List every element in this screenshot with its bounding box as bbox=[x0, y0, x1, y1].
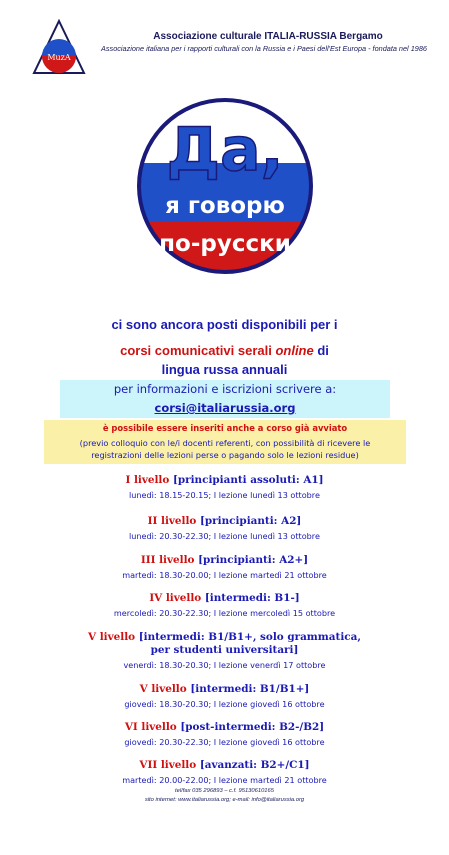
course-desc: [intermedi: B1/B1+] bbox=[190, 683, 310, 695]
course-level: VII livello bbox=[139, 759, 197, 771]
emblem-line1: Да, bbox=[166, 115, 284, 185]
course-level: V livello bbox=[88, 631, 136, 643]
course-level: II livello bbox=[147, 515, 197, 527]
intro-line2 bbox=[0, 343, 449, 358]
contact-info: per informazioni e iscrizioni scrivere a: bbox=[113, 382, 337, 396]
org-name: Associazione culturale ITALIA-RUSSIA Bergamo bbox=[153, 31, 383, 42]
logo-text: MuzA bbox=[47, 53, 71, 62]
course-schedule: lunedì: 18.15-20.15; I lezione lunedì 13 ottobre bbox=[129, 490, 320, 500]
course-item bbox=[0, 592, 449, 619]
course-level: VI livello bbox=[124, 721, 177, 733]
course-item bbox=[0, 554, 449, 581]
notice-title: è possibile essere inseriti anche a corso già avviato bbox=[102, 423, 348, 433]
intro-line2-post: di bbox=[313, 343, 329, 358]
course-item bbox=[0, 759, 449, 786]
intro-line3: lingua russa annuali bbox=[161, 362, 288, 377]
notice-text bbox=[44, 437, 406, 461]
notice-text-line1: (previo colloquio con le/i docenti referenti, con possibilità di ricevere le bbox=[79, 438, 371, 448]
course-schedule: giovedì: 18.30-20.30; I lezione giovedì 16 ottobre bbox=[124, 699, 325, 709]
course-schedule: martedì: 18.30-20.00; I lezione martedì 21 ottobre bbox=[122, 570, 327, 580]
course-desc: [intermedi: B1/B1+, solo grammatica, bbox=[138, 631, 361, 643]
emblem-line2: я говорю bbox=[165, 193, 285, 219]
course-desc: [principianti assoluti: A1] bbox=[172, 474, 324, 486]
notice-text-line2: registrazioni delle lezioni perse o pagando solo le lezioni residue) bbox=[91, 450, 359, 460]
course-level: V livello bbox=[139, 683, 187, 695]
course-desc2: per studenti universitari] bbox=[150, 644, 299, 656]
intro-line1: ci sono ancora posti disponibili per i bbox=[111, 317, 338, 332]
intro-line2-pre: corsi comunicativi serali bbox=[120, 343, 276, 358]
course-desc: [principianti: A2+] bbox=[198, 554, 309, 566]
course-level: IV livello bbox=[149, 592, 202, 604]
course-item bbox=[0, 721, 449, 748]
association-logo bbox=[32, 19, 86, 77]
intro-line2-em: online bbox=[275, 343, 314, 358]
course-item bbox=[0, 474, 449, 501]
course-desc: [avanzati: B2+/C1] bbox=[199, 759, 310, 771]
course-level: I livello bbox=[125, 474, 170, 486]
course-desc: [post-intermedi: B2-/B2] bbox=[180, 721, 325, 733]
course-schedule: lunedì: 20.30-22.30; I lezione lunedì 13 ottobre bbox=[129, 531, 320, 541]
footer-phone: tel/fax 035 296893 – c.f. 95130610165 bbox=[175, 788, 274, 794]
org-subtitle: Associazione italiana per i rapporti culturali con la Russia e i Paesi dell'Est Europa - fondata nel 1986 bbox=[101, 44, 427, 53]
course-item bbox=[0, 515, 449, 542]
russian-flag-emblem bbox=[134, 95, 316, 277]
course-desc: [principianti: A2] bbox=[200, 515, 302, 527]
course-schedule: martedì: 20.00-22.00; I lezione martedì 21 ottobre bbox=[122, 775, 327, 785]
contact-email-link[interactable]: corsi@italiarussia.org bbox=[154, 401, 296, 415]
course-schedule: mercoledì: 20.30-22.30; I lezione mercoledì 15 ottobre bbox=[113, 608, 336, 618]
course-level: III livello bbox=[140, 554, 195, 566]
footer-web: sito internet: www.italiarussia.org; e-mail: info@italiarussia.org bbox=[144, 797, 305, 803]
course-schedule: giovedì: 20.30-22.30; I lezione giovedì 16 ottobre bbox=[124, 737, 325, 747]
emblem-line3: по-русски bbox=[159, 231, 291, 257]
course-item bbox=[0, 683, 449, 710]
course-desc: [intermedi: B1-] bbox=[204, 592, 300, 604]
course-item bbox=[0, 631, 449, 671]
course-schedule: venerdì: 18.30-20.30; I lezione venerdì 17 ottobre bbox=[123, 660, 326, 670]
